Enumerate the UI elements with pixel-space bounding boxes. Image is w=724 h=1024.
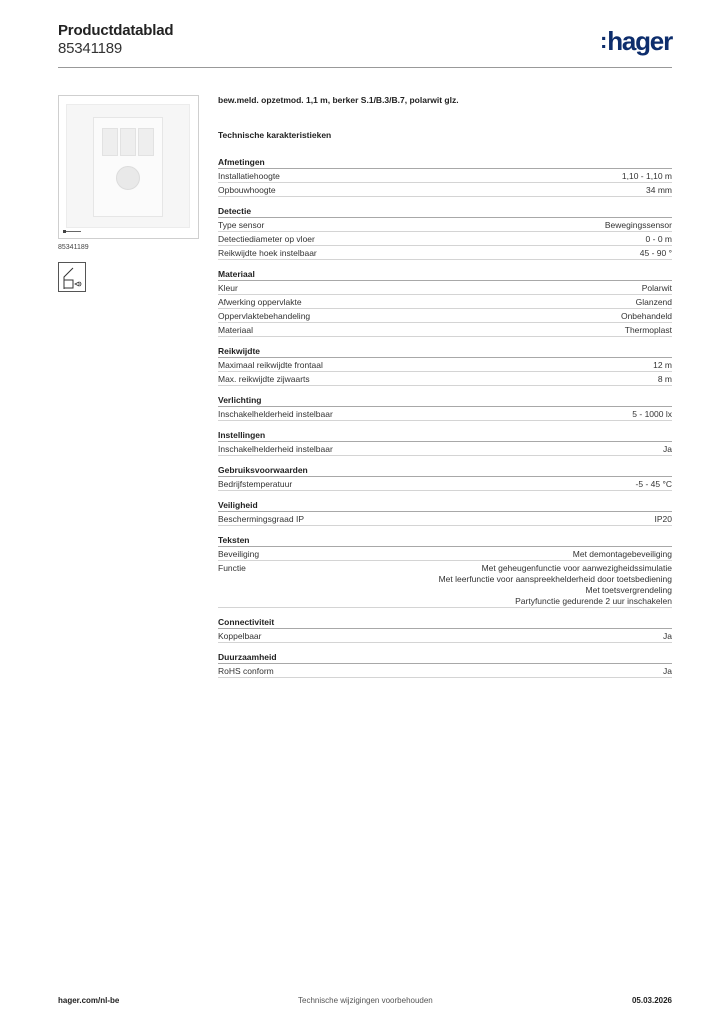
spec-value: Thermoplast: [624, 325, 672, 335]
product-number: 85341189: [58, 40, 123, 57]
spec-row: [218, 358, 672, 372]
spec-group-title: Afmetingen: [218, 157, 672, 169]
spec-group: [218, 346, 672, 386]
spec-row: [218, 547, 672, 561]
spec-group-title: Connectiviteit: [218, 617, 672, 629]
spec-group: [218, 206, 672, 260]
spec-group-title: Verlichting: [218, 395, 672, 407]
spec-value: [439, 563, 672, 607]
spec-value: Ja: [663, 631, 672, 641]
logo-colon-icon: :: [600, 28, 607, 53]
spec-row: [218, 281, 672, 295]
image-caption: 85341189: [58, 244, 89, 251]
header-divider: [58, 67, 672, 68]
spec-group: [218, 652, 672, 678]
spec-value: Bewegingssensor: [604, 220, 672, 230]
spec-label: Detectiediameter op vloer: [218, 234, 315, 244]
spec-group-title: Instellingen: [218, 430, 672, 442]
spec-label: Max. reikwijdte zijwaarts: [218, 374, 310, 384]
spec-label: Reikwijdte hoek instelbaar: [218, 248, 317, 258]
spec-label: Inschakelhelderheid instelbaar: [218, 409, 333, 419]
spec-value: 8 m: [657, 374, 672, 384]
spec-row: [218, 169, 672, 183]
spec-group: [218, 157, 672, 197]
spec-group-title: Detectie: [218, 206, 672, 218]
spec-row: [218, 309, 672, 323]
footer-date: 05.03.2026: [631, 996, 672, 1005]
spec-value-line: Partyfunctie gedurende 2 uur inschakelen: [515, 596, 672, 606]
spec-label: Beschermingsgraad IP: [218, 514, 304, 524]
spec-value: Polarwit: [641, 283, 672, 293]
spec-value: Met demontagebeveiliging: [572, 549, 672, 559]
spec-label: Oppervlaktebehandeling: [218, 311, 311, 321]
spec-row: [218, 295, 672, 309]
device-insert: [93, 117, 163, 217]
spec-value: Ja: [663, 666, 672, 676]
spec-group-title: Gebruiksvoorwaarden: [218, 465, 672, 477]
spec-label: Type sensor: [218, 220, 265, 230]
document-title: Productdatablad: [58, 22, 174, 39]
spec-row: [218, 183, 672, 197]
sensor-lens: [120, 128, 136, 156]
spec-group: [218, 465, 672, 491]
spec-group: [218, 500, 672, 526]
spec-label: Installatiehoogte: [218, 171, 280, 181]
spec-value: 0 - 0 m: [645, 234, 672, 244]
spec-row: [218, 218, 672, 232]
spec-label: Materiaal: [218, 325, 253, 335]
spec-row: [218, 232, 672, 246]
sensor-lens: [102, 128, 118, 156]
spec-value: 5 - 1000 lx: [632, 409, 672, 419]
spec-content: [218, 95, 672, 678]
motion-sensor-pictogram-icon: [58, 262, 86, 292]
spec-row: [218, 372, 672, 386]
spec-value: IP20: [654, 514, 672, 524]
spec-groups: [218, 157, 672, 678]
spec-label: Beveiliging: [218, 549, 260, 559]
sensor-lens: [138, 128, 154, 156]
device-frame: [66, 104, 190, 228]
spec-label: Kleur: [218, 283, 238, 293]
spec-value: 12 m: [653, 360, 672, 370]
spec-value: 1,10 - 1,10 m: [621, 171, 672, 181]
spec-label: Bedrijfstemperatuur: [218, 479, 293, 489]
spec-label: Koppelbaar: [218, 631, 262, 641]
spec-group-title: Materiaal: [218, 269, 672, 281]
spec-value-line: Met toetsvergrendeling: [585, 585, 672, 595]
spec-row: [218, 477, 672, 491]
spec-label: Afwerking oppervlakte: [218, 297, 302, 307]
spec-value: Onbehandeld: [620, 311, 672, 321]
spec-row: [218, 323, 672, 337]
logo-text: hager: [607, 26, 672, 56]
spec-value-line: Met leerfunctie voor aanspreekhelderheid door toetsbediening: [438, 574, 672, 584]
spec-label: Opbouwhoogte: [218, 185, 276, 195]
spec-label: Maximaal reikwijdte frontaal: [218, 360, 323, 370]
footer-website: hager.com/nl-be: [58, 996, 120, 1005]
spec-value: Glanzend: [635, 297, 672, 307]
spec-group: [218, 395, 672, 421]
spec-row: [218, 561, 672, 608]
footer-notice: Technische wijzigingen voorbehouden: [298, 996, 433, 1005]
spec-group-title: Reikwijdte: [218, 346, 672, 358]
spec-group: [218, 617, 672, 643]
spec-value: 34 mm: [646, 185, 672, 195]
spec-row: [218, 407, 672, 421]
spec-label: RoHS conform: [218, 666, 274, 676]
specs-heading: Technische karakteristieken: [218, 130, 332, 140]
spec-row: [218, 629, 672, 643]
spec-label: Inschakelhelderheid instelbaar: [218, 444, 333, 454]
spec-row: [218, 442, 672, 456]
scale-bar-icon: [63, 229, 81, 234]
spec-group-title: Veiligheid: [218, 500, 672, 512]
spec-row: [218, 664, 672, 678]
spec-row: [218, 512, 672, 526]
spec-value: 45 - 90 °: [639, 248, 672, 258]
product-image: [58, 95, 199, 239]
spec-group: [218, 269, 672, 337]
spec-label: Functie: [218, 563, 246, 573]
spec-value: -5 - 45 °C: [635, 479, 672, 489]
spec-group-title: Teksten: [218, 535, 672, 547]
spec-group-title: Duurzaamheid: [218, 652, 672, 664]
spec-row: [218, 246, 672, 260]
spec-group: [218, 430, 672, 456]
product-description: bew.meld. opzetmod. 1,1 m, berker S.1/B.3/B.7, polarwit glz.: [218, 95, 459, 105]
spec-value-line: Met geheugenfunctie voor aanwezigheidssimulatie: [481, 563, 672, 573]
spec-group: [218, 535, 672, 608]
page-header: [58, 22, 672, 68]
sensor-button: [116, 166, 140, 190]
spec-value: Ja: [663, 444, 672, 454]
hager-logo: [600, 26, 672, 57]
